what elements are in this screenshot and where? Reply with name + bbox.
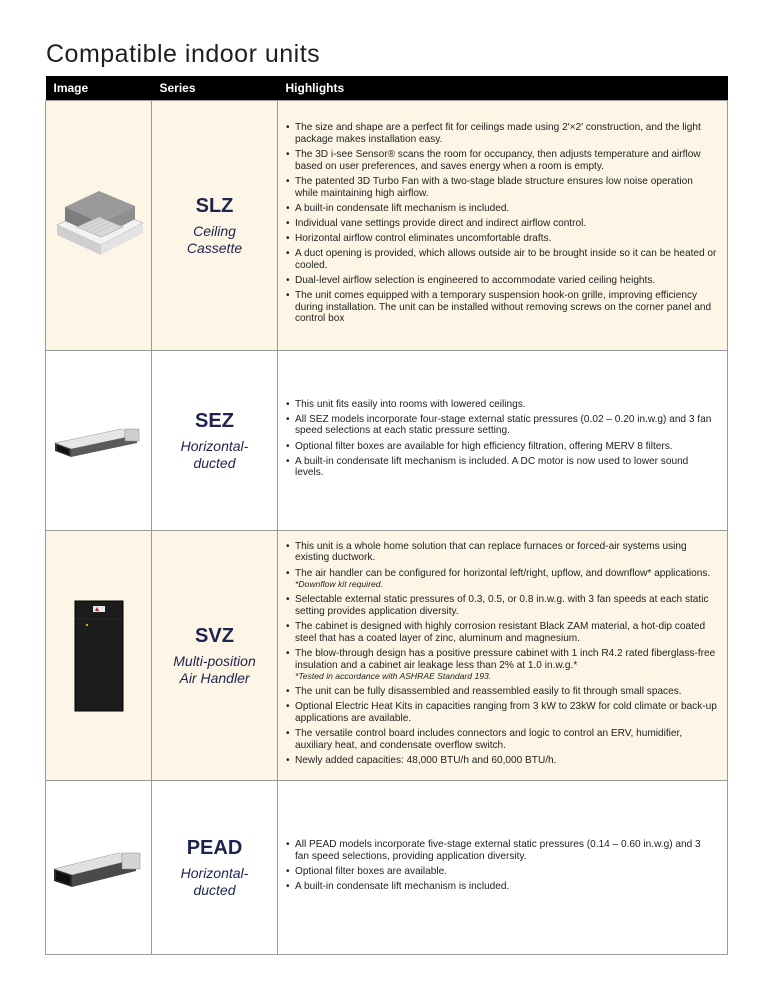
air-handler-image (73, 599, 125, 713)
series-cell-slz (152, 101, 278, 351)
highlights-list (278, 122, 727, 325)
list-item: • All SEZ models incorporate four-stage external static pressures (0.02 – 0.20 in.w.g) and 3 fan speed selections at each static pressure setting. (286, 414, 717, 437)
series-type-line: ducted (193, 454, 236, 471)
list-item: • Selectable external static pressures of 0.3, 0.5, or 0.8 in.w.g. with 3 fan speeds at each static setting provides application diversity. (286, 594, 717, 617)
series-code: PEAD (186, 836, 243, 859)
list-item-text: The air handler can be configured for horizontal left/right, upflow, and downflow* applications. (295, 567, 711, 579)
list-item (286, 568, 717, 591)
header-highlights: Highlights (278, 76, 728, 101)
series-type-line: Air Handler (179, 669, 250, 686)
highlights-cell-svz (278, 531, 728, 781)
list-item: • Optional filter boxes are available. (286, 866, 717, 878)
list-item: • This unit is a whole home solution that can replace furnaces or forced-air systems using existing ductwork. (286, 541, 717, 564)
image-cell-pead (46, 781, 152, 955)
series-code: SLZ (195, 194, 234, 217)
highlights-list (278, 541, 727, 767)
list-item: • Dual-level airflow selection is engineered to accommodate varied ceiling heights. (286, 275, 717, 287)
series-cell-pead (152, 781, 278, 955)
table-row-slz (46, 101, 728, 351)
ashrae-note: *Tested in accordance with ASHRAE Standard 193. (295, 671, 492, 682)
list-item: • The unit can be fully disassembled and reassembled easily to fit through small spaces. (286, 686, 717, 698)
series-type-line: ducted (193, 881, 236, 898)
image-cell-svz (46, 531, 152, 781)
list-item: • A built-in condensate lift mechanism is included. (286, 203, 717, 215)
table-header-row (46, 76, 728, 101)
highlights-list (278, 839, 727, 893)
downflow-note: *Downflow kit required. (295, 579, 383, 590)
compatible-units-table (45, 76, 728, 955)
table-row-pead (46, 781, 728, 955)
series-code: SVZ (195, 624, 234, 647)
series-code: SEZ (195, 409, 234, 432)
list-item: • Individual vane settings provide direct and indirect airflow control. (286, 218, 717, 230)
horizontal-ducted-unit-image (50, 845, 148, 891)
series-cell-sez (152, 351, 278, 531)
highlights-cell-sez (278, 351, 728, 531)
list-item: • Optional filter boxes are available for high efficiency filtration, offering MERV 8 filters. (286, 441, 717, 453)
series-type-line: Multi-position (173, 652, 256, 669)
list-item-text: The blow-through design has a positive pressure cabinet with 1 inch R4.2 rated fiberglass-free insulation and a cabinet air leakage less than 2% at 1.0 in.w.g.* (295, 647, 716, 671)
highlights-list (278, 399, 727, 479)
table-row-sez (46, 351, 728, 531)
list-item: • The 3D i-see Sensor® scans the room for occupancy, then adjusts temperature and airflow based on user preferences, and saves energy when a room is empty. (286, 149, 717, 172)
list-item: • Newly added capacities: 48,000 BTU/h and 60,000 BTU/h. (286, 755, 717, 767)
list-item: • The versatile control board includes connectors and logic to control an ERV, humidifier, auxiliary heat, and condensate overflow switch. (286, 728, 717, 751)
highlights-cell-slz (278, 101, 728, 351)
list-item: • All PEAD models incorporate five-stage external static pressures (0.14 – 0.60 in.w.g) and 3 fan speed selections, providing application diversity. (286, 839, 717, 862)
list-item: • The patented 3D Turbo Fan with a two-stage blade structure ensures low noise operation while maintaining high airflow. (286, 176, 717, 199)
list-item (286, 648, 717, 683)
header-series: Series (152, 76, 278, 101)
horizontal-ducted-unit-image (51, 421, 147, 461)
image-cell-sez (46, 351, 152, 531)
list-item: • A built-in condensate lift mechanism is included. (286, 881, 717, 893)
list-item: • The unit comes equipped with a temporary suspension hook-on grille, improving efficiency during installation. The unit can be installed without removing screws on the corner panel and control box (286, 290, 717, 325)
list-item: • A built-in condensate lift mechanism is included. A DC motor is now used to lower sound levels. (286, 456, 717, 479)
series-type-line: Cassette (186, 239, 243, 256)
list-item: • The cabinet is designed with highly corrosion resistant Black ZAM material, a hot-dip coated steel that has a coated layer of zinc, aluminum and magnesium. (286, 621, 717, 644)
list-item: • Optional Electric Heat Kits in capacities ranging from 3 kW to 23kW for cold climate or back-up applications are available. (286, 701, 717, 724)
image-cell-slz (46, 101, 152, 351)
highlights-cell-pead (278, 781, 728, 955)
series-type-line: Horizontal- (180, 864, 249, 881)
table-row-svz (46, 531, 728, 781)
series-type-line: Ceiling (193, 222, 236, 239)
page-title: Compatible indoor units (46, 40, 321, 68)
series-cell-svz (152, 531, 278, 781)
ceiling-cassette-image (51, 181, 147, 271)
list-item: • A duct opening is provided, which allows outside air to be brought inside so it can be heated or cooled. (286, 248, 717, 271)
list-item: • The size and shape are a perfect fit for ceilings made using 2′×2′ construction, and the light package makes installation easy. (286, 122, 717, 145)
series-type-line: Horizontal- (180, 437, 249, 454)
header-image: Image (46, 76, 152, 101)
list-item: • This unit fits easily into rooms with lowered ceilings. (286, 399, 717, 411)
list-item: • Horizontal airflow control eliminates uncomfortable drafts. (286, 233, 717, 245)
